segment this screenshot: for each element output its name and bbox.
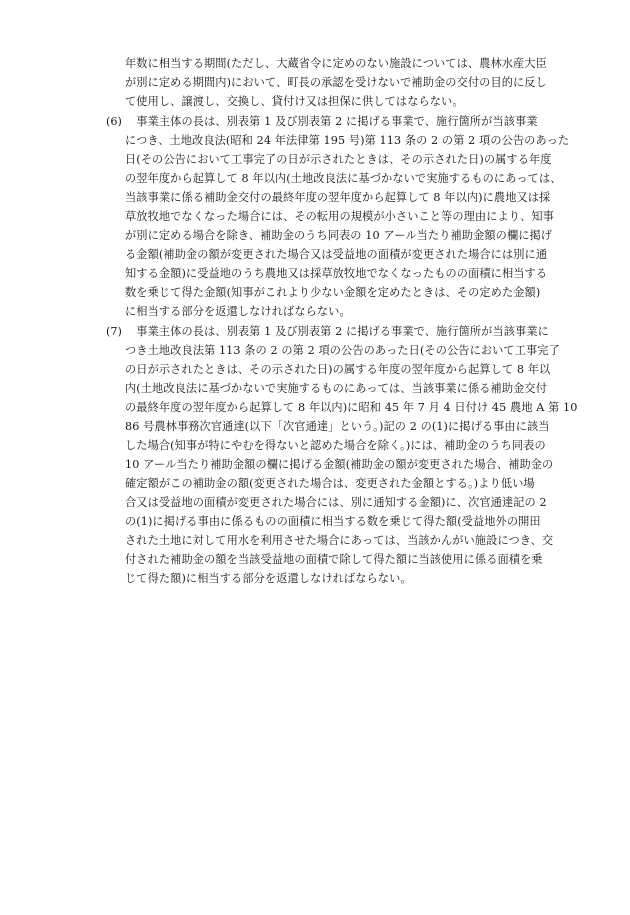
continuation-line-2: が別に定める期間内)において、町長の承認を受けないで補助金の交付の目的に反し: [125, 76, 547, 89]
item-7-line-6: 86 号農林事務次官通達(以下「次官通達」という。)記の 2 の(1)に掲げる事由に該当: [125, 420, 550, 433]
item-6-line-1: 事業主体の長は、別表第 1 及び別表第 2 に掲げる事業で、施行箇所が当該事業: [125, 115, 538, 128]
continuation-line-1: 年数に相当する期間(ただし、大蔵省令に定めのない施設については、農林水産大臣: [125, 57, 547, 70]
item-6-line-5: 当該事業に係る補助金交付の最終年度の翌年度から起算して 8 年以内)に農地又は採: [125, 191, 551, 204]
item-7-line-14: じて得た額)に相当する部分を返還しなければならない。: [125, 572, 412, 585]
item-6-line-9: 知する金額)に受益地のうち農地又は採草放牧地でなくなったものの面積に相当する: [125, 267, 548, 280]
item-7-line-4: 内(土地改良法に基づかないで実施するものにあっては、当該事業に係る補助金交付: [125, 382, 547, 395]
item-7-line-11: の(1)に掲げる事由に係るものの面積に相当する数を乗じて得た額(受益地外の開田: [125, 515, 541, 528]
item-7-label: (7): [106, 325, 122, 338]
item-6-line-6: 草放牧地でなくなった場合には、その転用の規模が小さいこと等の理由により、知事: [125, 210, 554, 223]
item-6-line-10: 数を乗じて得た金額(知事がこれより少ない金額を定めたときは、その定めた金額): [125, 286, 541, 299]
item-6-label: (6): [106, 115, 122, 128]
item-7-line-9: 確定額がこの補助金の額(変更された場合は、変更された金額とする。)より低い場: [125, 477, 535, 490]
item-7-line-1: 事業主体の長は、別表第 1 及び別表第 2 に掲げる事業で、施行箇所が当該事業に: [125, 325, 549, 338]
item-7-line-3: の日が示されたときは、その示された日)の属する年度の翌年度から起算して 8 年以: [125, 363, 551, 376]
item-6-line-4: の翌年度から起算して 8 年以内(土地改良法に基づかないで実施するものにあっては、: [125, 172, 562, 185]
item-7-line-12: された土地に対して用水を利用させた場合にあっては、当該かんがい施設につき、交: [125, 534, 554, 547]
item-7-line-10: 合又は受益地の面積が変更された場合には、別に通知する金額)に、次官通達記の 2: [125, 496, 547, 509]
item-6-line-2: につき、土地改良法(昭和 24 年法律第 195 号)第 113 条の 2 の第 2 項の公告のあった: [125, 134, 570, 147]
item-6-line-7: が別に定める場合を除き、補助金のうち同表の 10 アール当たり補助金額の欄に掲げ: [125, 229, 553, 242]
item-7-line-5: の最終年度の翌年度から起算して 8 年以内)に昭和 45 年 7 月 4 日付け 45 農地 A 第 10: [125, 401, 578, 414]
item-7-line-2: つき土地改良法第 113 条の 2 の第 2 項の公告のあった日(その公告において工事完了: [125, 344, 560, 357]
item-6-line-3: 日(その公告において工事完了の日が示されたときは、その示された日)の属する年度: [125, 153, 552, 166]
item-7-line-7: した場合(知事が特にやむを得ないと認めた場合を除く。)には、補助金のうち同表の: [125, 439, 546, 452]
continuation-line-3: て使用し、譲渡し、交換し、貸付け又は担保に供してはならない。: [125, 95, 464, 108]
item-6-line-11: に相当する部分を返還しなければならない。: [125, 305, 351, 318]
item-7-line-13: 付された補助金の額を当該受益地の面積で除して得た額に当該使用に係る面積を乗: [125, 553, 543, 566]
item-6-line-8: る金額(補助金の額が変更された場合又は受益地の面積が変更された場合には別に通: [125, 248, 548, 261]
item-7-line-8: 10 アール当たり補助金額の欄に掲げる金額(補助金の額が変更された場合、補助金の: [125, 458, 554, 471]
